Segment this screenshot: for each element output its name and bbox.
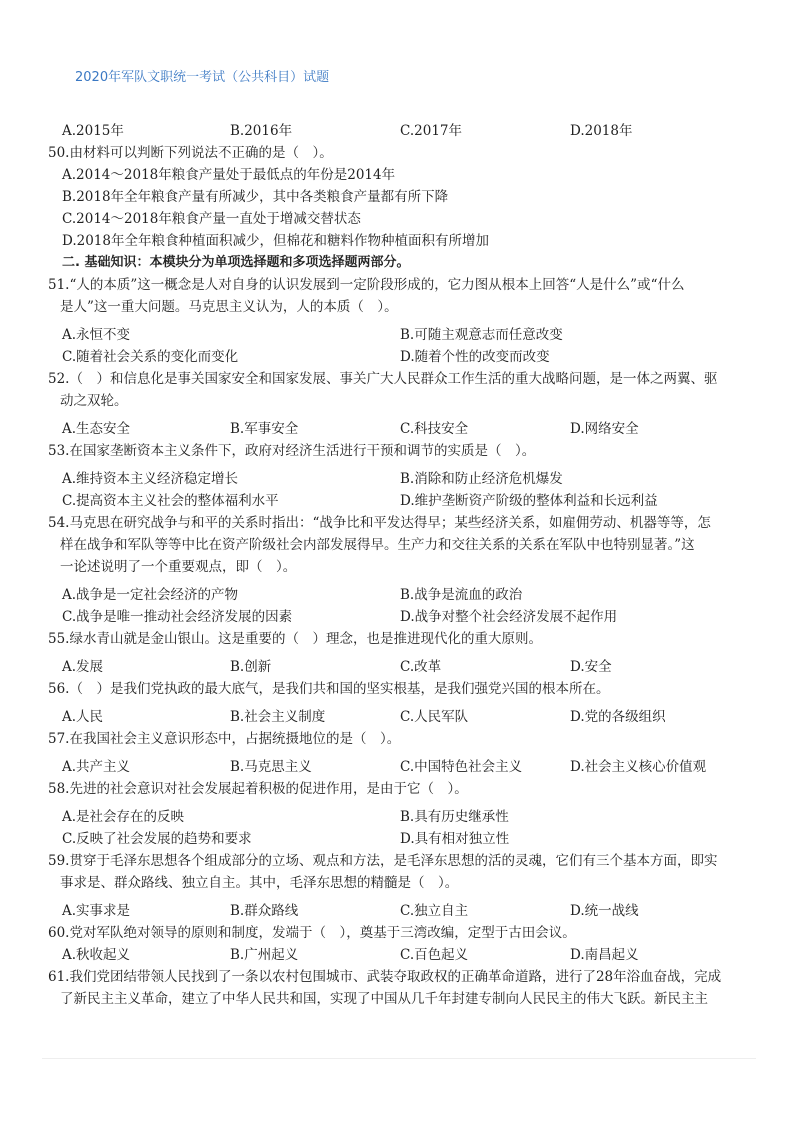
q56-options [60, 706, 750, 728]
q58-options-row1 [60, 806, 750, 828]
q51-options-row1 [60, 324, 750, 346]
q57-option-c: C.中国特色社会主义 [400, 759, 523, 775]
q55-options [60, 656, 750, 678]
q57-option-a: A.共产主义 [62, 759, 131, 775]
q57-option-b: B.马克思主义 [230, 759, 312, 775]
q53-options-row2 [60, 490, 750, 512]
document-header: 2020年军队文职统一考试（公共科目）试题 [75, 70, 330, 85]
q59-options [60, 900, 750, 922]
q56-option-c: C.人民军队 [400, 709, 469, 725]
q51-stem-line2: 是人”这一重大问题。马克思主义认为，人的本质（ ）。 [60, 299, 398, 315]
q54-stem-line2: 样在战争和军队等等中比在资产阶级社会内部发展得早。生产力和交往关系的关系在军队中也特别显著。”这 [60, 537, 695, 553]
q61-stem-line2: 了新民主主义革命，建立了中华人民共和国，实现了中国从几千年封建专制向人民民主的伟大飞跃。新民主主 [60, 991, 708, 1007]
q54-options-row1 [60, 584, 750, 606]
q59-option-d: D.统一战线 [570, 903, 639, 919]
q51-option-a: A.永恒不变 [62, 327, 131, 343]
q54-option-a: A.战争是一定社会经济的产物 [62, 587, 239, 603]
q55-stem: 55.绿水青山就是金山银山。这是重要的（ ）理念，也是推进现代化的重大原则。 [48, 631, 542, 647]
section-heading: 二. 基础知识：本模块分为单项选择题和多项选择题两部分。 [62, 255, 410, 270]
q56-option-d: D.党的各级组织 [570, 709, 666, 725]
q50-option-b: B.2018年全年粮食产量有所减少，其中各类粮食产量都有所下降 [62, 189, 449, 205]
exam-content [48, 120, 750, 1010]
q54-options-row2 [60, 606, 750, 628]
q53-options-row1 [60, 468, 750, 490]
q54-stem-line3: 一论述说明了一个重要观点，即（ ）。 [60, 559, 297, 575]
q58-option-c: C.反映了社会发展的趋势和要求 [62, 831, 252, 847]
q50-option-d: D.2018年全年粮食种植面积减少，但棉花和糖料作物种植面积有所增加 [62, 233, 489, 249]
q52-option-b: B.军事安全 [230, 421, 299, 437]
q56-option-a: A.人民 [62, 709, 104, 725]
q53-option-b: B.消除和防止经济危机爆发 [400, 471, 563, 487]
q49-option-c: C.2017年 [400, 123, 462, 139]
q55-option-b: B.创新 [230, 659, 272, 675]
q60-stem: 60.党对军队绝对领导的原则和制度，发端于（ ），奠基于三湾改编，定型于古田会议。 [48, 925, 576, 941]
q61-stem-line1: 61.我们党团结带领人民找到了一条以农村包围城市、武装夺取政权的正确革命道路，进行了28年浴血奋战，完成 [48, 969, 722, 985]
q59-option-c: C.独立自主 [400, 903, 469, 919]
q59-stem-line2: 事求是、群众路线、独立自主。其中，毛泽东思想的精髓是（ ）。 [60, 875, 459, 891]
q59-option-a: A.实事求是 [62, 903, 131, 919]
q59-option-b: B.群众路线 [230, 903, 299, 919]
q55-option-c: C.改革 [400, 659, 442, 675]
q57-option-d: D.社会主义核心价值观 [570, 759, 707, 775]
q49-option-d: D.2018年 [570, 123, 633, 139]
q58-options-row2 [60, 828, 750, 850]
q54-option-b: B.战争是流血的政治 [400, 587, 523, 603]
q51-option-b: B.可随主观意志而任意改变 [400, 327, 563, 343]
q53-option-a: A.维持资本主义经济稳定增长 [62, 471, 239, 487]
q49-option-b: B.2016年 [230, 123, 293, 139]
q55-option-d: D.安全 [570, 659, 612, 675]
q54-option-d: D.战争对整个社会经济发展不起作用 [400, 609, 618, 625]
q50-stem: 50.由材料可以判断下列说法不正确的是（ ）。 [48, 145, 333, 161]
q51-options-row2 [60, 346, 750, 368]
q53-option-d: D.维护垄断资产阶级的整体利益和长远利益 [400, 493, 658, 509]
q54-option-c: C.战争是唯一推动社会经济发展的因素 [62, 609, 293, 625]
q51-option-d: D.随着个性的改变而改变 [400, 349, 550, 365]
q53-option-c: C.提高资本主义社会的整体福利水平 [62, 493, 279, 509]
q57-stem: 57.在我国社会主义意识形态中，占据统摄地位的是（ ）。 [48, 731, 401, 747]
q58-stem: 58.先进的社会意识对社会发展起着积极的促进作用，是由于它（ ）。 [48, 781, 468, 797]
q59-stem-line1: 59.贯穿于毛泽东思想各个组成部分的立场、观点和方法，是毛泽东思想的活的灵魂，它们有三个基本方面，即实 [48, 853, 718, 869]
page-bottom-rule [42, 1058, 756, 1059]
q60-option-b: B.广州起义 [230, 947, 299, 963]
q49-option-a: A.2015年 [62, 123, 124, 139]
q51-stem-line1: 51.“人的本质”这一概念是人对自身的认识发展到一定阶段形成的，它力图从根本上回答“人是什么”或“什么 [48, 277, 685, 293]
q58-option-a: A.是社会存在的反映 [62, 809, 185, 825]
q58-option-b: B.具有历史继承性 [400, 809, 509, 825]
q55-option-a: A.发展 [62, 659, 104, 675]
q52-option-d: D.网络安全 [570, 421, 639, 437]
q58-option-d: D.具有相对独立性 [400, 831, 510, 847]
q52-option-c: C.科技安全 [400, 421, 469, 437]
q60-option-d: D.南昌起义 [570, 947, 639, 963]
q60-option-a: A.秋收起义 [62, 947, 131, 963]
q52-option-a: A.生态安全 [62, 421, 131, 437]
q60-option-c: C.百色起义 [400, 947, 469, 963]
q49-options [60, 120, 750, 142]
q52-stem-line2: 动之双轮。 [60, 393, 128, 409]
q54-stem-line1: 54.马克思在研究战争与和平的关系时指出：“战争比和平发达得早；某些经济关系，如雇佣劳动、机器等等，怎 [48, 515, 711, 531]
q50-option-a: A.2014～2018年粮食产量处于最低点的年份是2014年 [62, 167, 396, 183]
q51-option-c: C.随着社会关系的变化而变化 [62, 349, 239, 365]
q53-stem: 53.在国家垄断资本主义条件下，政府对经济生活进行干预和调节的实质是（ ）。 [48, 443, 536, 459]
q52-options [60, 418, 750, 440]
q56-stem: 56.（ ）是我们党执政的最大底气，是我们共和国的坚实根基，是我们强党兴国的根本所在。 [48, 681, 610, 697]
q50-option-c: C.2014～2018年粮食产量一直处于增减交替状态 [62, 211, 361, 227]
q56-option-b: B.社会主义制度 [230, 709, 326, 725]
q52-stem-line1: 52.（ ）和信息化是事关国家安全和国家发展、事关广大人民群众工作生活的重大战略问题，是一体之两翼、驱 [48, 371, 718, 387]
q60-options [60, 944, 750, 966]
q57-options [60, 756, 750, 778]
